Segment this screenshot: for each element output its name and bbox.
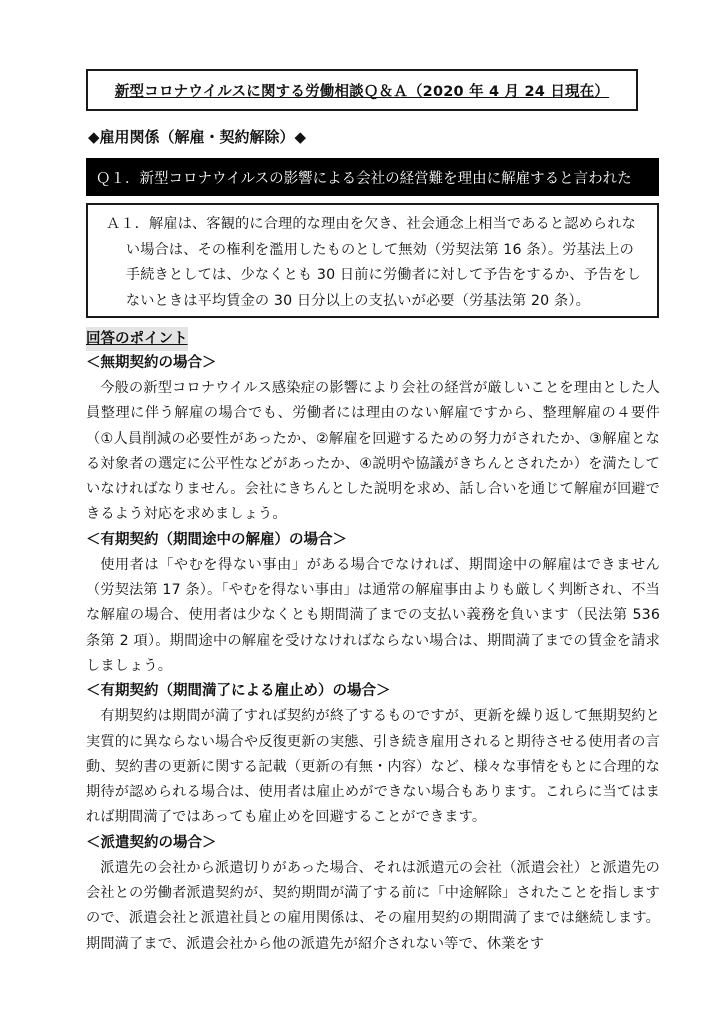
subheading-indefinite-contract: ＜無期契約の場合＞ [86,355,217,371]
question-bar [86,158,659,196]
subheading-dispatch-contract: ＜派遣契約の場合＞ [86,834,217,851]
question-text: Ｑ１．新型コロナウイルスの影響による会社の経営難を理由に解雇すると言われた [96,170,632,187]
points-heading: 回答のポイント [86,327,188,351]
answer-box [86,203,659,318]
paragraph-dispatch-contract: 派遣先の会社から派遣切りがあった場合、それは派遣元の会社（派遣会社）と派遣先の会社との労働者派遣契約が、契約期間が満了する前に「中途解除」されたことを指しますので、派遣会社と派遣社員との雇用関係は、その雇用契約の期間満了までは継続します。期間満了まで、派遣会社から他の派遣先が紹介されない等で、休業をす [86,859,660,952]
answer-text: Ａ１．解雇は、客観的に合理的な理由を欠き、社会通念上相当であると認められない場合は、その権利を濫用したものとして無効（労契法第 16 条）。労基法上の手続きとしては、少なくとも 30 日前に労働者に対して予告をするか、予告をしないときは平均賃金の 30 日分以上の支払いが必要（労基法第 20 条）。 [106,216,642,309]
paragraph-fixed-term-expiry: 有期契約は期間が満了すれば契約が終了するものですが、更新を繰り返して無期契約と実質的に異ならない場合や反復更新の実態、引き続き雇用されると期待させる使用者の言動、契約書の更新に関する記載（更新の有無・内容）など、様々な事情をもとに合理的な期待が認められる場合は、使用者は雇止めができない場合もあります。これらに当てはまれば期間満了ではあっても雇止めを回避することができます。 [86,708,660,826]
subheading-fixed-term-expiry: ＜有期契約（期間満了による雇止め）の場合＞ [86,683,391,700]
answer-points [86,327,660,957]
document-title: 新型コロナウイルスに関する労働相談Ｑ＆Ａ（2020 年 4 月 24 日現在） [114,83,610,100]
paragraph-indefinite-contract: 今般の新型コロナウイルス感染症の影響により会社の経営が厳しいことを理由とした人員整理に伴う解雇の場合でも、労働者には理由のない解雇ですから、整理解雇の４要件（①人員削減の必要性があったか、②解雇を回避するための努力がされたか、③解雇となる対象者の選定に公平性などがあったか、④説明や協議がきちんとされたか）を満たしていなければなりません。会社にきちんとした説明を求め、話し合いを通じて解雇が回避できるよう対応を求めましょう。 [86,380,660,523]
document-title-box [86,69,638,111]
section-heading: ◆雇用関係（解雇・契約解除）◆ [88,128,307,146]
paragraph-fixed-term-midterm: 使用者は「やむを得ない事由」がある場合でなければ、期間途中の解雇はできません（労契法第 17 条）。「やむを得ない事由」は通常の解雇事由よりも厳しく判断され、不当な解雇の場合、使用者は少なくとも期間満了までの支払い義務を負います（民法第 536 条第 2 項）。期間途中の解雇を受けなければならない場合は、期間満了までの賃金を請求しましょう。 [86,556,660,674]
subheading-fixed-term-midterm: ＜有期契約（期間途中の解雇）の場合＞ [86,531,347,548]
